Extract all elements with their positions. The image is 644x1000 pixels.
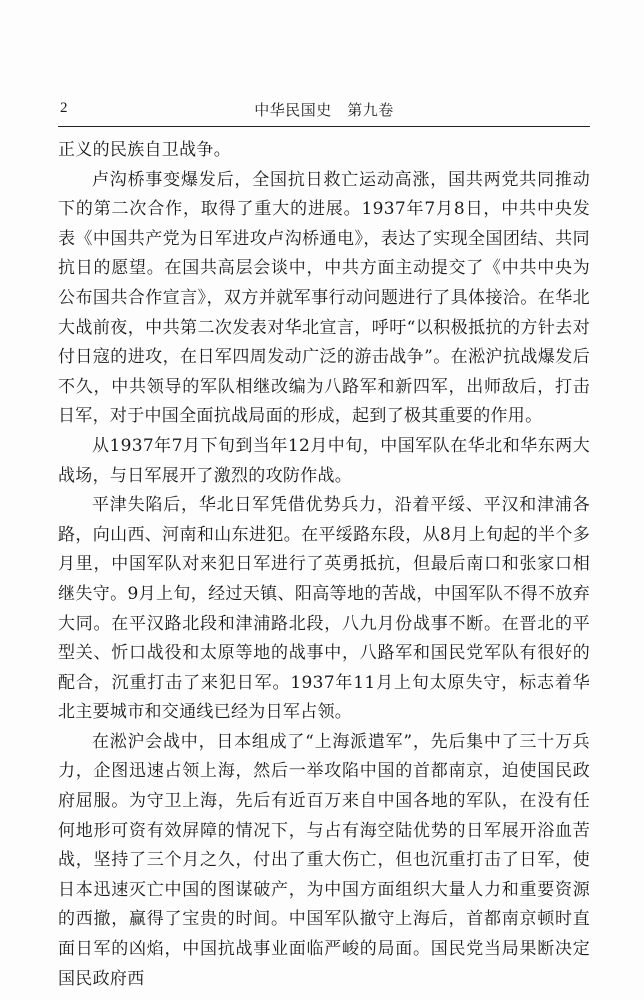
paragraph: 在淞沪会战中，日本组成了“上海派遣军”，先后集中了三十万兵力，企图迅速占领上海，然后一举攻陷中国的首都南京，迫使国民政府屈服。为守卫上海，先后有近百万来自中国各地的军队，在没有任何地形可资有效屏障的情况下，与占有海空陆优势的日军展开浴血苦战，坚持了三个月之久，付出了重大伤亡，但也沉重打击了日军，使日本迅速灭亡中国的图谋破产，为中国方面组织大量人力和重要资源的西撤，赢得了宝贵的时间。中国军队撤守上海后，首都南京顿时直面日军的凶焰，中国抗战事业面临严峻的局面。国民党当局果断决定国民政府西 — [58, 731, 590, 989]
running-title: 中华民国史 第九卷 — [254, 101, 394, 119]
page-header — [58, 96, 590, 126]
paragraph: 卢沟桥事变爆发后，全国抗日救亡运动高涨，国共两党共同推动下的第二次合作，取得了重大的进展。1937年7月8日，中共中央发表《中国共产党为日军进攻卢沟桥通电》，表达了实现全国团结、共同抗日的愿望。在国共高层会谈中，中共方面主动提交了《中共中央为公布国共合作宣言》，双方并就军事行动问题进行了具体接洽。在华北大战前夜，中共第二次发表对华北宣言，呼吁“以积极抵抗的方针去对付日寇的进攻，在日军四周发动广泛的游击战争”。在淞沪抗战爆发后不久，中共领导的军队相继改编为八路军和新四军，出师敌后，打击日军，对于中国全面抗战局面的形成，起到了极其重要的作用。 — [58, 169, 590, 427]
page-number: 2 — [60, 100, 68, 116]
paragraph: 从1937年7月下旬到当年12月中旬，中国军队在华北和华东两大战场，与日军展开了激烈的攻防作战。 — [58, 435, 590, 486]
paragraph-continuation: 正义的民族自卫战争。 — [58, 140, 231, 160]
header-rule — [58, 126, 590, 127]
paragraph: 平津失陷后，华北日军凭借优势兵力，沿着平绥、平汉和津浦各路，向山西、河南和山东进犯。在平绥路东段，从8月上旬起的半个多月里，中国军队对来犯日军进行了英勇抵抗，但最后南口和张家口相继失守。9月上旬，经过天镇、阳高等地的苦战，中国军队不得不放弃大同。在平汉路北段和津浦路北段，八九月份战事不断。在晋北的平型关、忻口战役和太原等地的战事中，八路军和国民党军队有很好的配合，沉重打击了来犯日军。1937年11月上旬太原失守，标志着华北主要城市和交通线已经为日军占领。 — [58, 495, 590, 723]
body-text — [58, 136, 590, 994]
